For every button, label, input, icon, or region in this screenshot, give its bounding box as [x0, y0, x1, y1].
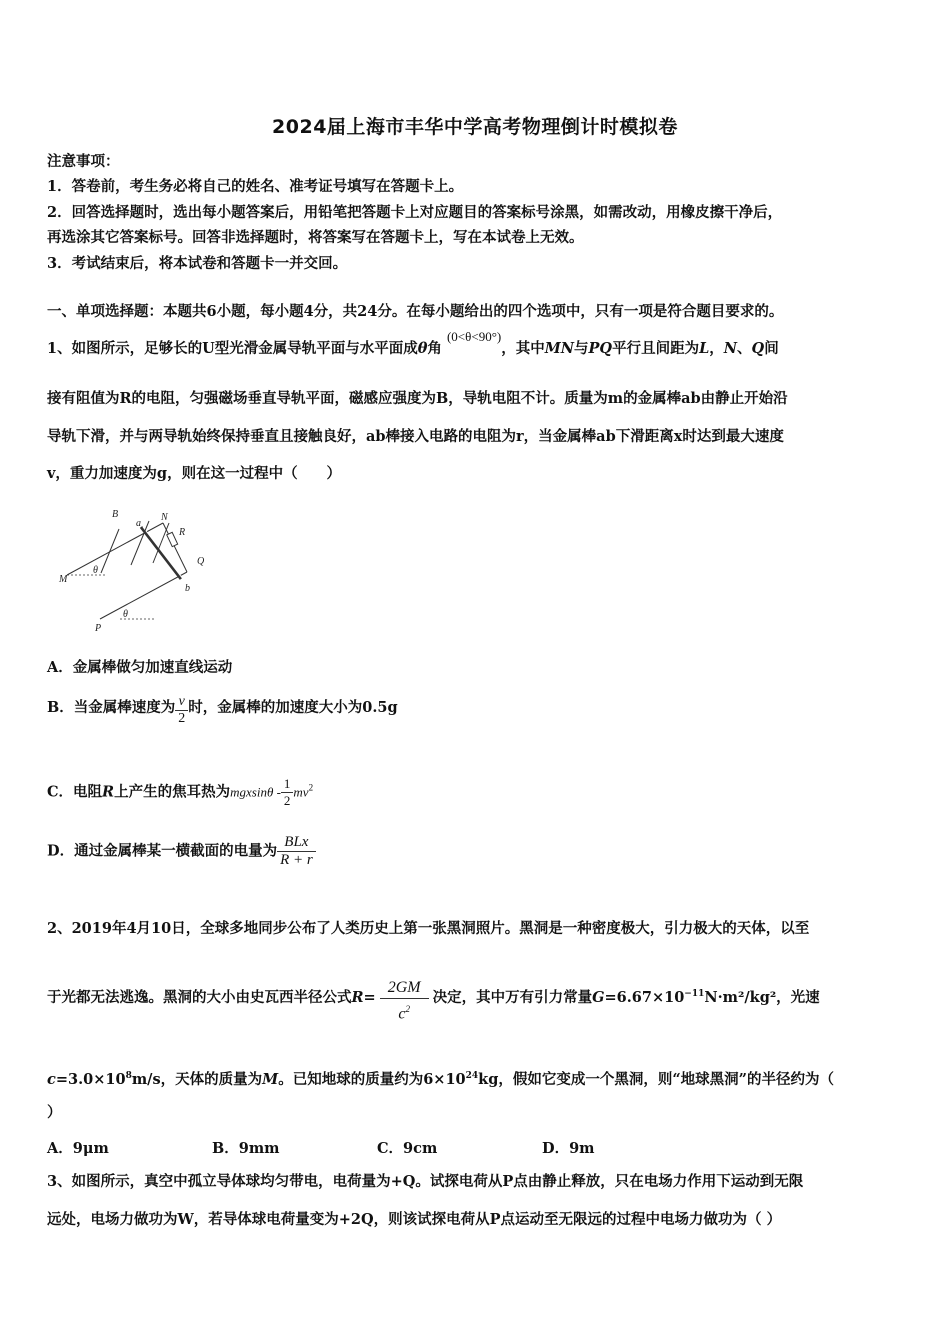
label-theta: θ	[123, 609, 128, 620]
q2-line-2: 于光都无法逃逸。黑洞的大小由史瓦西半径公式R= $\frac{2GM}{c^2}$ 决定，其中万有引力常量$G=6.67\times 10^{-11}N\cdot m^2$/kg²，光速	[47, 979, 820, 1023]
label-M: M	[59, 574, 68, 585]
label-Q: Q	[197, 556, 205, 567]
label-theta: θ	[93, 565, 98, 576]
notice-item: 2．回答选择题时，选出每小题答案后，用铅笔把答题卡上对应题目的答案标号涂黑，如需改动，用橡皮擦干净后，	[47, 204, 783, 221]
label-N: N	[161, 512, 168, 523]
label-a: a	[136, 518, 141, 529]
q2-option-d: D．9m	[542, 1140, 595, 1157]
q3-line-2: 远处，电场力做功为W，若导体球电荷量变为+2Q，则该试探电荷从P点运动至无限远的过程中电场力做功为（ ）	[47, 1211, 782, 1228]
notice-heading: 注意事项：	[47, 153, 120, 170]
metal-rod	[141, 527, 181, 579]
label-R: R	[179, 527, 186, 538]
section-heading: 一、单项选择题：本题共6小题，每小题4分，共24分。在每小题给出的四个选项中，只有一项是符合题目要求的。	[47, 303, 784, 320]
q1-line-1: 1、如图所示，足够长的U型光滑金属导轨平面与水平面成θ角 (0<θ<90°)，其中MN与PQ平行且间距为L，N、Q间	[47, 329, 779, 357]
q1-option-b: B．当金属棒速度为 $\frac{v}{2}$ 时，金属棒的加速度大小为0.5g	[47, 694, 398, 726]
q2-line-4: ）	[47, 1104, 62, 1121]
q1-line-4: v，重力加速度为g，则在这一过程中（ ）	[47, 465, 342, 482]
q3-line-1: 3、如图所示，真空中孤立导体球均匀带电，电荷量为+Q。试探电荷从P点由静止释放，只在电场力作用下运动到无限	[47, 1173, 804, 1190]
q2-option-c: C．9cm	[377, 1140, 438, 1157]
q1-line-3: 导轨下滑，并与两导轨始终保持垂直且接触良好，ab棒接入电路的电阻为r，当金属棒ab下滑距离x时达到最大速度	[47, 428, 784, 445]
q2-option-a: A．9μm	[47, 1140, 109, 1157]
q2-line-1: 2、2019年4月10日，全球多地同步公布了人类历史上第一张黑洞照片。黑洞是一种密度极大，引力极大的天体，以至	[47, 920, 810, 937]
q1-option-a: A．金属棒做匀加速直线运动	[47, 659, 233, 676]
inclined-rail-diagram	[55, 505, 225, 635]
label-b: b	[185, 583, 190, 594]
q2-line-3: $c=3.0\times 10^8m/s$，天体的质量为M。已知地球的质量约为$6\times 10^{24}kg$，假如它变成一个黑洞，则“地球黑洞”的半径约为（	[47, 1070, 835, 1088]
label-P: P	[95, 623, 102, 634]
q1-line-2: 接有阻值为R的电阻，匀强磁场垂直导轨平面，磁感应强度为B，导轨电阻不计。质量为m的金属棒ab由静止开始沿	[47, 390, 788, 407]
page-title: 2024届上海市丰华中学高考物理倒计时模拟卷	[272, 116, 678, 138]
q1-option-c: C．电阻R上产生的焦耳热为mgxsinθ - $\frac{1}{2}$ $mv^2$	[47, 776, 314, 808]
angle-condition: (0<θ<90°)	[446, 329, 502, 344]
resistor-symbol	[167, 532, 178, 546]
field-arrow	[101, 529, 119, 573]
notice-item: 3．考试结束后，将本试卷和答题卡一并交回。	[47, 255, 348, 272]
q1-option-d: D．通过金属棒某一横截面的电量为 $\frac{\text{BLx}}{R + r}$	[47, 834, 316, 869]
notice-item: 再选涂其它答案标号。回答非选择题时，将答案写在答题卡上，写在本试卷上无效。	[47, 229, 584, 246]
rail-pq	[100, 572, 187, 619]
label-B: B	[112, 509, 119, 520]
rail-mn	[67, 523, 163, 575]
q2-option-b: B．9mm	[212, 1140, 280, 1157]
notice-item: 1．答卷前，考生务必将自己的姓名、准考证号填写在答题卡上。	[47, 178, 464, 195]
